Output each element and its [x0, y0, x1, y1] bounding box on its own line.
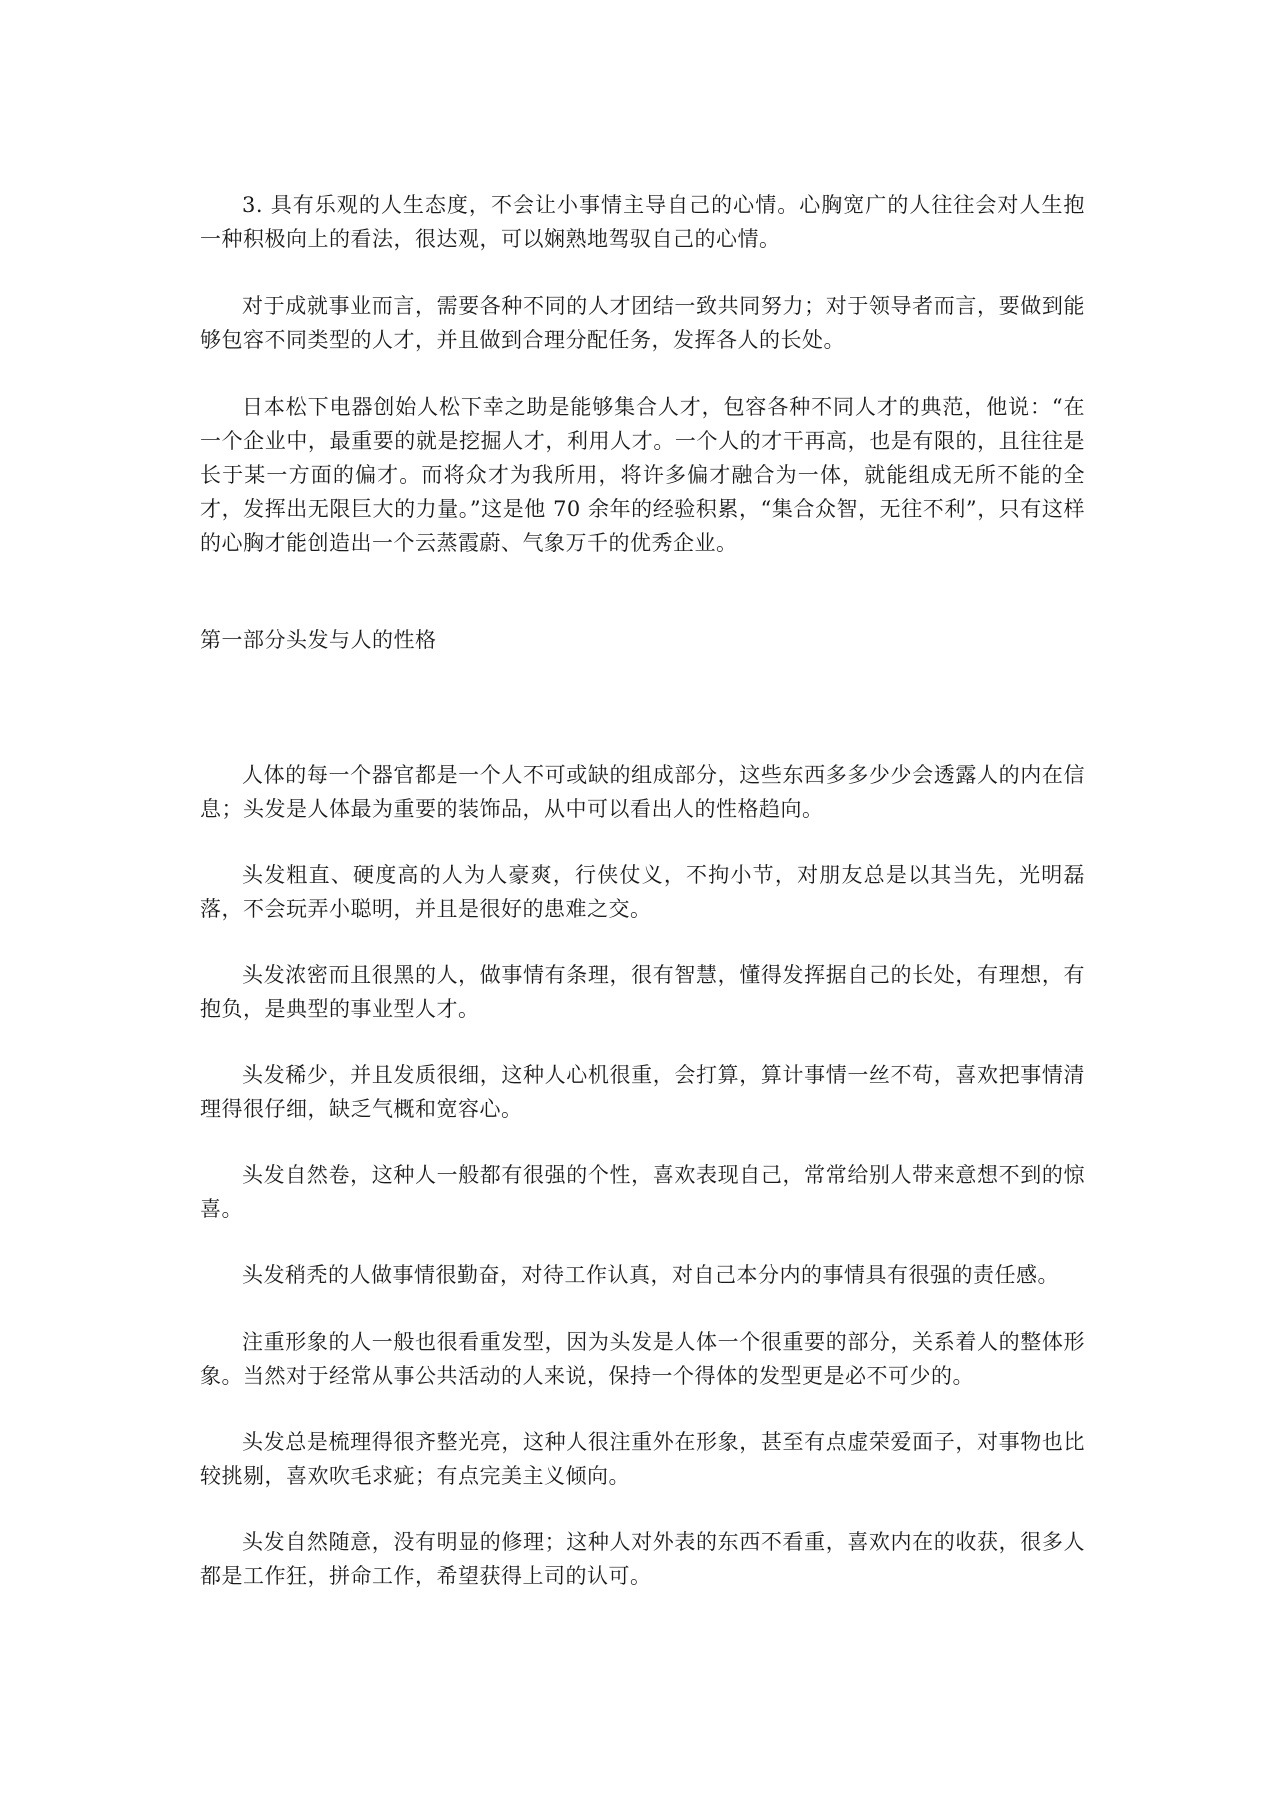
- paragraph-neat-hair: 头发总是梳理得很齐整光亮，这种人很注重外在形象，甚至有点虚荣爱面子，对事物也比较挑剔，喜欢吹毛求疵；有点完美主义倾向。: [200, 1430, 1085, 1488]
- paragraph-optimistic-attitude: 3. 具有乐观的人生态度，不会让小事情主导自己的心情。心胸宽广的人往往会对人生抱一种积极向上的看法，很达观，可以娴熟地驾驭自己的心情。: [200, 193, 1085, 251]
- paragraph-thin-hair: 头发稀少，并且发质很细，这种人心机很重，会打算，算计事情一丝不苟，喜欢把事情清理得很仔细，缺乏气概和宽容心。: [200, 1063, 1085, 1121]
- paragraph-thick-black-hair: 头发浓密而且很黑的人，做事情有条理，很有智慧，懂得发挥据自己的长处，有理想，有抱负，是典型的事业型人才。: [200, 963, 1085, 1021]
- paragraph-matsushita-quote: 日本松下电器创始人松下幸之助是能够集合人才，包容各种不同人才的典范，他说：“在一个企业中，最重要的就是挖掘人才，利用人才。一个人的才干再高，也是有限的，且往往是长于某一方面的偏才。而将众才为我所用，将许多偏才融合为一体，就能组成无所不能的全才，发挥出无限巨大的力量。”这是他 70 余年的经验积累，“集合众智，无往不利”，只有这样的心胸才能创造出一个云蒸霞蔚、气象万千的优秀企业。: [200, 395, 1085, 555]
- paragraph-coarse-hair: 头发粗直、硬度高的人为人豪爽，行侠仗义，不拘小节，对朋友总是以其当先，光明磊落，不会玩弄小聪明，并且是很好的患难之交。: [200, 863, 1085, 921]
- paragraph-image-conscious: 注重形象的人一般也很看重发型，因为头发是人体一个很重要的部分，关系着人的整体形象。当然对于经常从事公共活动的人来说，保持一个得体的发型更是必不可少的。: [200, 1330, 1085, 1388]
- paragraph-balding-hair: 头发稍秃的人做事情很勤奋，对待工作认真，对自己本分内的事情具有很强的责任感。: [242, 1263, 1059, 1287]
- paragraph-hair-intro: 人体的每一个器官都是一个人不可或缺的组成部分，这些东西多多少少会透露人的内在信息；头发是人体最为重要的装饰品，从中可以看出人的性格趋向。: [200, 763, 1085, 821]
- paragraph-casual-hair: 头发自然随意，没有明显的修理；这种人对外表的东西不看重，喜欢内在的收获，很多人都是工作狂，拼命工作，希望获得上司的认可。: [200, 1530, 1085, 1588]
- paragraph-career-talent: 对于成就事业而言，需要各种不同的人才团结一致共同努力；对于领导者而言，要做到能够包容不同类型的人才，并且做到合理分配任务，发挥各人的长处。: [200, 294, 1085, 352]
- paragraph-curly-hair: 头发自然卷，这种人一般都有很强的个性，喜欢表现自己，常常给别人带来意想不到的惊喜。: [200, 1163, 1085, 1221]
- section-heading: 第一部分头发与人的性格: [200, 628, 437, 652]
